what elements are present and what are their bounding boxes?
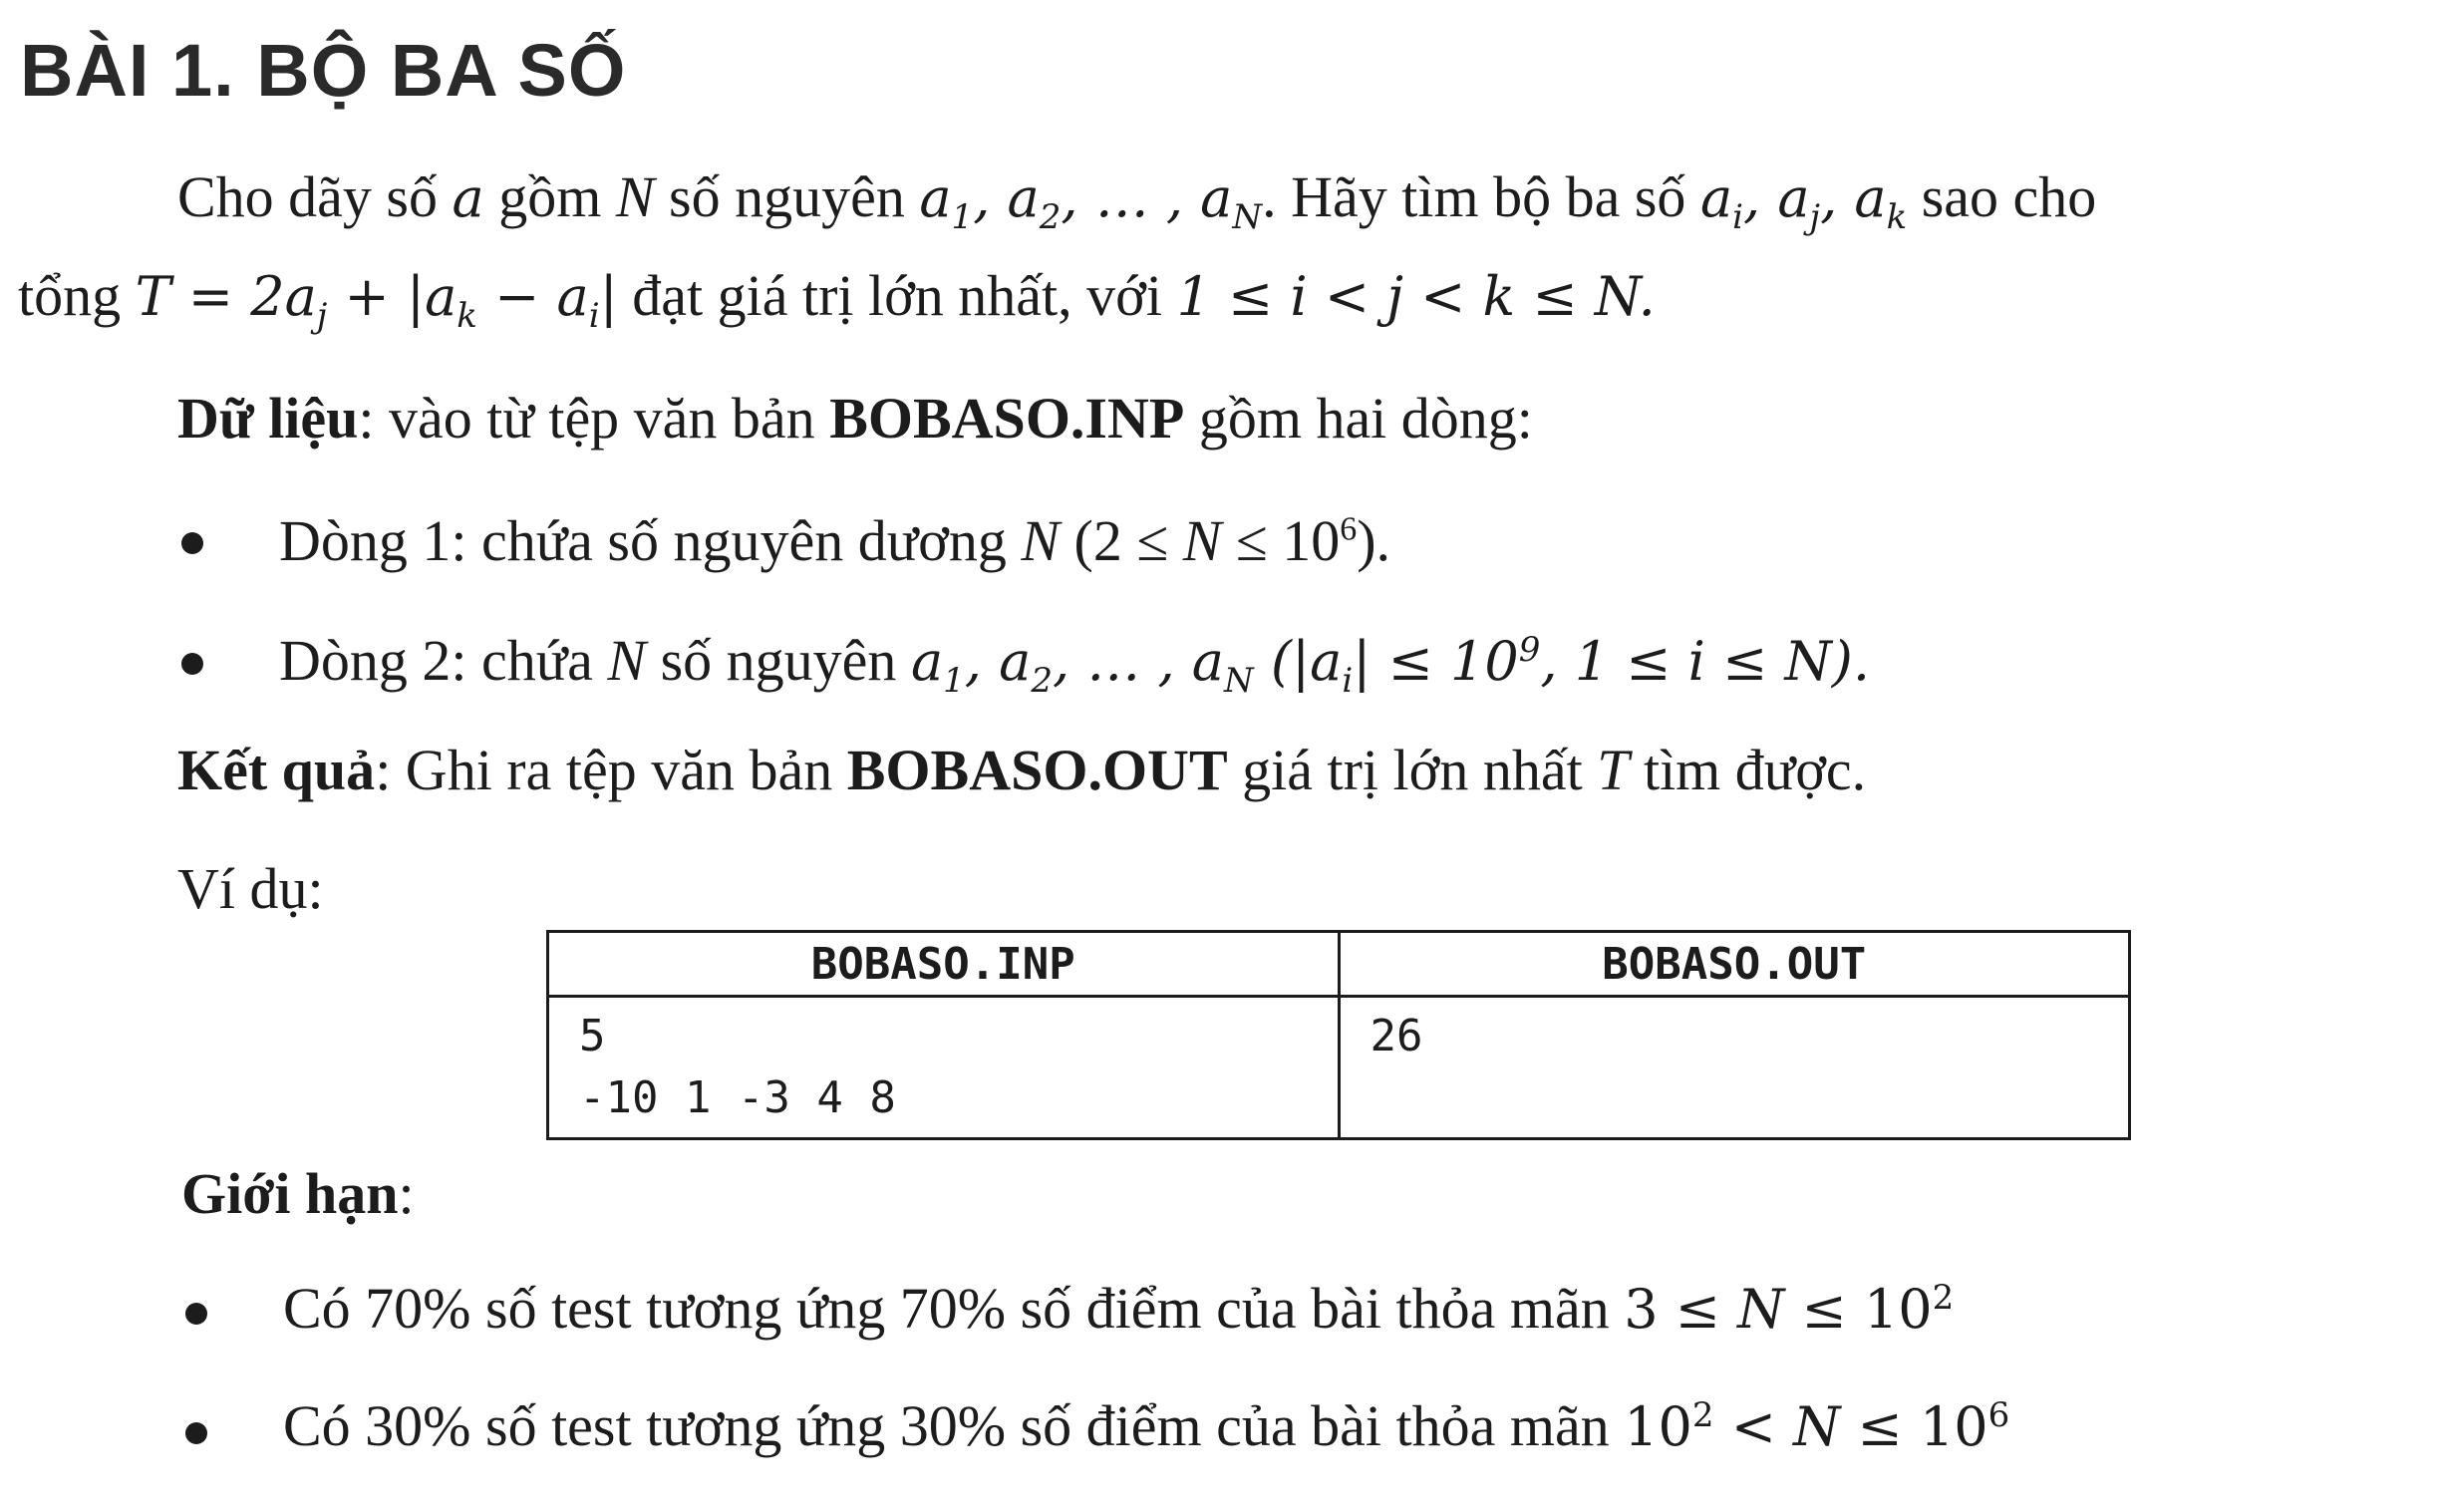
sample-input-cell: 5 -10 1 -3 4 8 [548,997,1340,1139]
limit-item-2: Có 30% số test tương ứng 30% số điểm của bài thỏa mãn $10^2 < N \le 10^6$ [283,1393,2010,1458]
problem-title: BÀI 1. BỘ BA SỐ [20,29,627,112]
objective-formula: $T = 2a_j + |a_k - a_i|$ [135,265,618,336]
bullet-icon [181,653,203,675]
bullet-icon [185,1303,207,1325]
example-label: Ví dụ: [177,856,324,921]
triple-formula: $a_i$, $a_j$, $a_k$ [1699,166,1908,237]
sequence-formula: $a_1$, $a_2$, … , $a_N$ [919,166,1263,237]
sample-table [546,930,2131,1140]
input-line-2: Dòng 2: chứa N số nguyên $a_1$, $a_2$, … , $a_N$ ($|a_i| \le 10^9$, 1 ≤ i ≤ N). [279,628,1870,701]
input-description: Dữ liệu: vào từ tệp văn bản BOBASO.INP gồm hai dòng: [177,386,1533,451]
sample-input-header: BOBASO.INP [548,932,1340,997]
sample-output-cell: 26 [1339,997,2130,1139]
index-constraint: 1 ≤ i < j < k ≤ N. [1176,265,1656,328]
sample-output-header: BOBASO.OUT [1339,932,2130,997]
input-line-1: Dòng 1: chứa số nguyên dương N $(2 \le N \le 10^6)$. [279,508,1391,573]
input-line-2-formula: $a_1$, $a_2$, … , $a_N$ ($|a_i| \le 10^9$, 1 ≤ i ≤ N). [910,630,1870,701]
statement-line-1: Cho dãy số a gồm N số nguyên $a_1$, $a_2$, … , $a_N$. Hãy tìm bộ ba số $a_i$, $a_j$, $a_k$ sao cho [177,164,2097,237]
limits-heading: Giới hạn: [181,1161,415,1226]
limit-item-2-formula: $10^2 < N \le 10^6$ [1624,1395,2010,1458]
bullet-icon [185,1422,207,1444]
output-description: Kết quả: Ghi ra tệp văn bản BOBASO.OUT giá trị lớn nhất T tìm được. [177,738,1867,802]
limit-item-1: Có 70% số test tương ứng 70% số điểm của bài thỏa mãn $3 \le N \le 10^2$ [283,1276,1955,1341]
statement-line-2: tổng $T = 2a_j + |a_k - a_i|$ đạt giá trị lớn nhất, với 1 ≤ i < j < k ≤ N. [18,263,1656,336]
limit-item-1-formula: $3 \le N \le 10^2$ [1624,1278,1955,1341]
bullet-icon [181,532,203,554]
